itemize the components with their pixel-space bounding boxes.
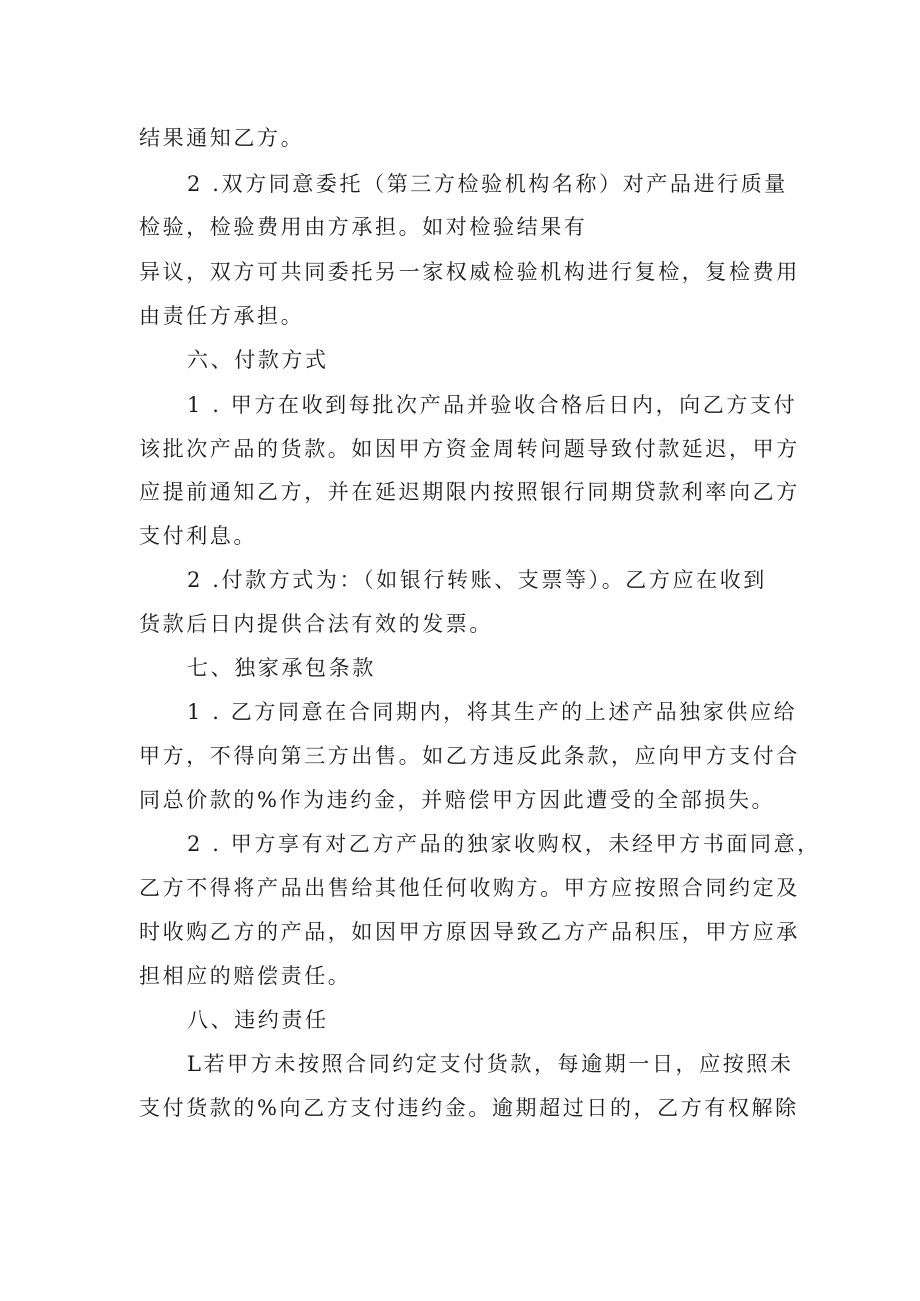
text-line: 检验，检验费用由方承担。如对检验结果有 xyxy=(139,215,588,239)
text-line: 2 . 甲方享有对乙方产品的独家收购权，未经甲方书面同意， xyxy=(187,832,821,856)
text-line: 该批次产品的货款。如因甲方资金周转问题导致付款延迟，甲方 xyxy=(139,437,800,461)
text-line: 1 . 乙方同意在合同期内，将其生产的上述产品独家供应给 xyxy=(187,700,798,724)
text-line: 乙方不得将产品出售给其他任何收购方。甲方应按照合同约定及 xyxy=(139,876,800,900)
text-line: 异议，双方可共同委托另一家权威检验机构进行复检，复检费用 xyxy=(139,260,800,284)
text-line: 2 .付款方式为：（如银行转账、支票等）。乙方应在收到 xyxy=(187,568,767,592)
text-line: 应提前通知乙方，并在延迟期限内按照银行同期贷款利率向乙方 xyxy=(139,480,800,504)
text-line: 结果通知乙方。 xyxy=(139,126,305,150)
section-heading: 七、独家承包条款 xyxy=(187,656,376,680)
section-heading: 八、违约责任 xyxy=(187,1008,329,1032)
text-line: 货款后日内提供合法有效的发票。 xyxy=(139,612,493,636)
text-line: 支付利息。 xyxy=(139,524,257,548)
text-line: 担相应的赔偿责任。 xyxy=(139,964,352,988)
text-line: 同总价款的%作为违约金，并赔偿甲方因此遭受的全部损失。 xyxy=(139,788,776,812)
text-line: 2 .双方同意委托（第三方检验机构名称）对产品进行质量 xyxy=(187,172,788,196)
text-line: 时收购乙方的产品，如因甲方原因导致乙方产品积压，甲方应承 xyxy=(139,920,800,944)
text-line: 甲方，不得向第三方出售。如乙方违反此条款，应向甲方支付合 xyxy=(139,744,800,768)
text-line: 支付货款的%向乙方支付违约金。逾期超过日的，乙方有权解除 xyxy=(139,1096,799,1120)
text-line: L若甲方未按照合同约定支付货款，每逾期一日，应按照未 xyxy=(187,1052,794,1076)
text-line: 由责任方承担。 xyxy=(139,304,305,328)
text-line: 1 . 甲方在收到每批次产品并验收合格后日内，向乙方支付 xyxy=(187,393,798,417)
section-heading: 六、付款方式 xyxy=(187,348,329,372)
